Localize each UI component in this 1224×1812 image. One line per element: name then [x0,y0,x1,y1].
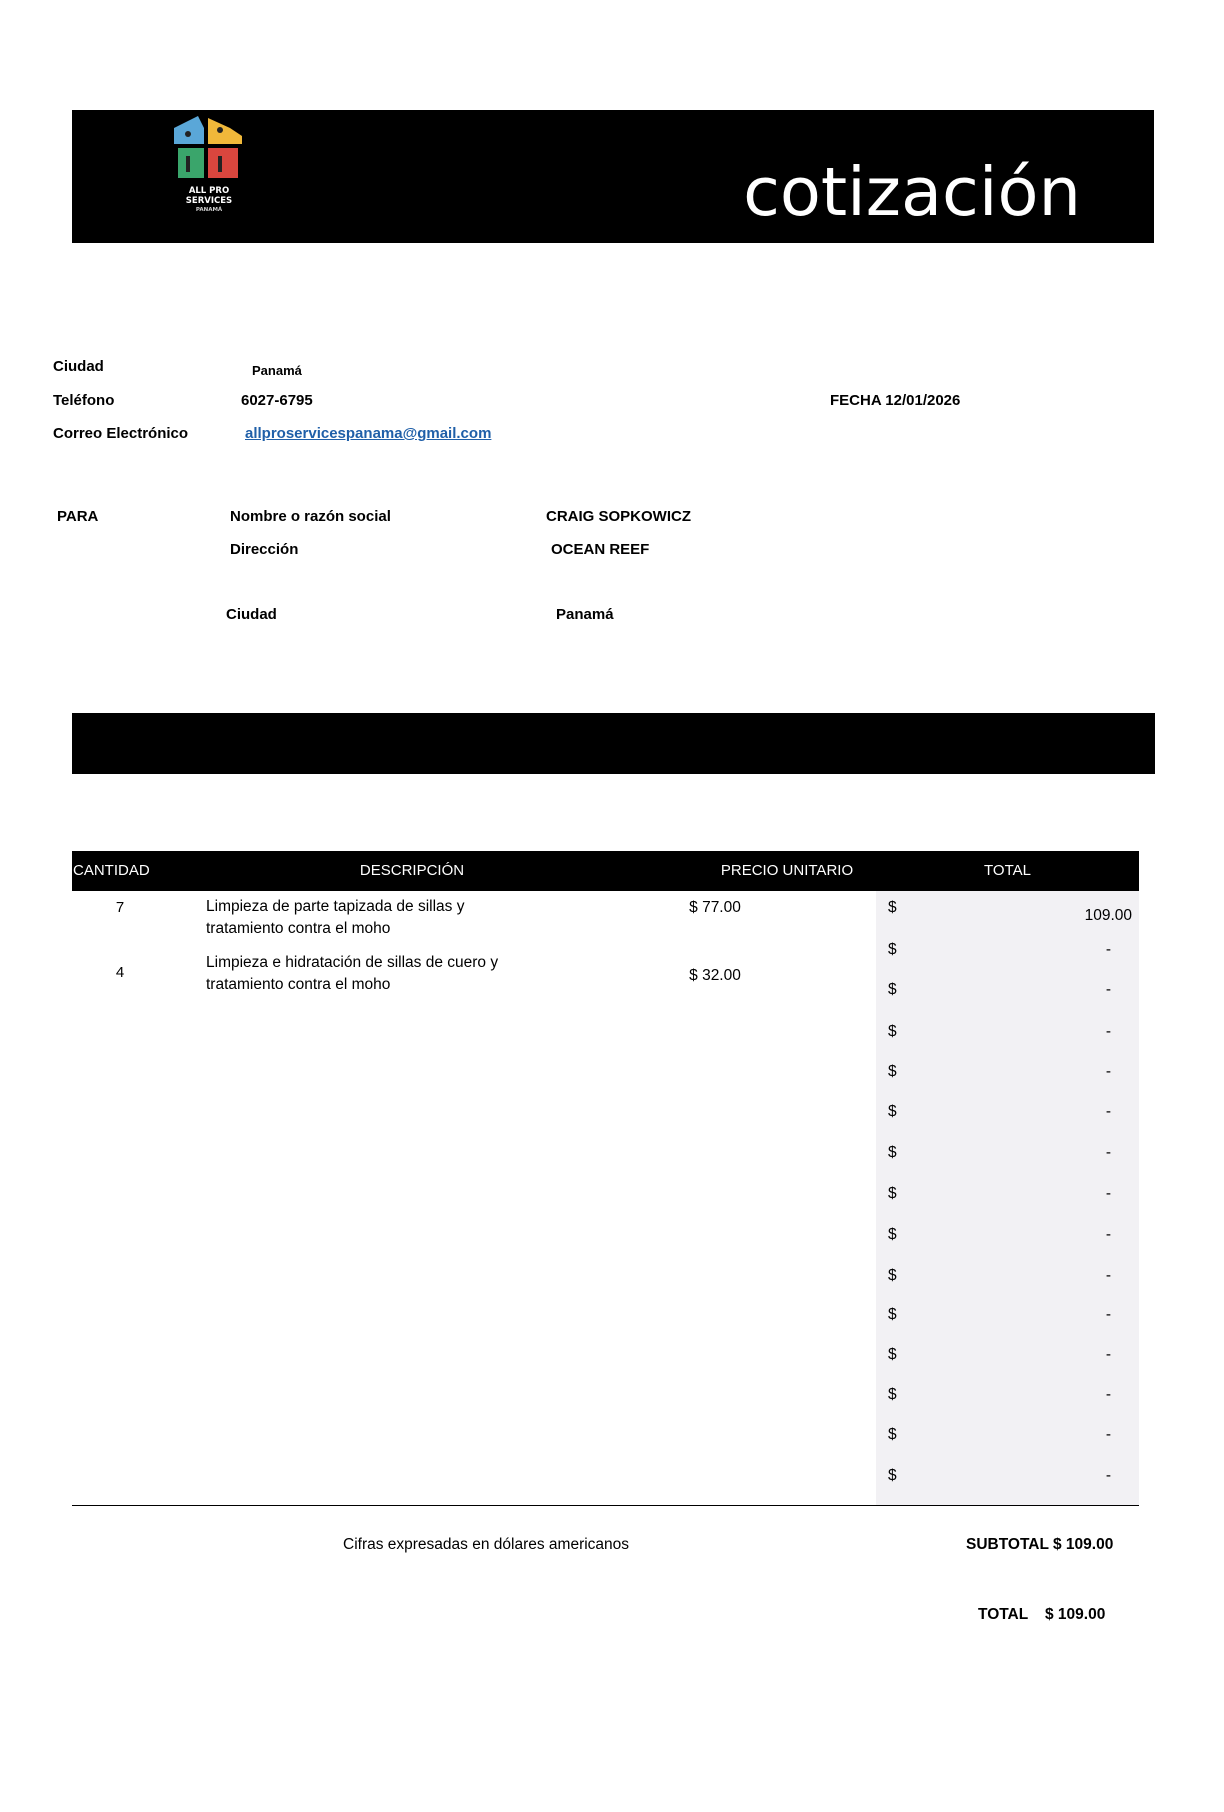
currency-symbol: $ [888,1426,897,1443]
total-amount: - [1105,1023,1111,1040]
column-header-quantity: CANTIDAD [73,862,150,879]
table-header [72,851,1139,891]
total-amount: - [1105,1226,1111,1243]
currency-symbol: $ [888,1023,897,1040]
row-1-description-line-1: Limpieza de parte tapizada de sillas y [206,898,465,915]
client-address-label: Dirección [230,541,299,558]
subtotal: SUBTOTAL $ 109.00 [966,1536,1114,1553]
currency-symbol: $ [888,941,897,958]
row-1-description-line-2: tratamiento contra el moho [206,920,391,937]
currency-symbol: $ [888,1144,897,1161]
currency-symbol: $ [888,1267,897,1284]
total-cell [876,1183,1139,1205]
total-amount: - [1105,1063,1111,1080]
client-name-value: CRAIG SOPKOWICZ [546,508,691,525]
logo-text-line-1: ALL PRO [188,186,230,196]
total-cell [876,1142,1139,1164]
total-cell [876,1224,1139,1246]
company-email-label: Correo Electrónico [53,425,189,442]
row-2-description [206,952,536,996]
client-city-label: Ciudad [226,606,277,623]
total-amount: - [1105,1185,1111,1202]
currency-symbol: $ [888,1103,897,1120]
total-cell [876,1424,1139,1446]
company-city-value: Panamá [252,363,302,378]
column-header-total: TOTAL [984,862,1031,879]
client-city-value: Panamá [556,606,614,623]
table-bottom-rule [72,1505,1139,1506]
header-band [72,110,1154,243]
total-column [876,891,1139,1505]
total-amount: - [1105,1386,1111,1403]
currency-symbol: $ [888,899,897,916]
document-title: cotización [743,153,1081,231]
row-2-unit-price: $ 32.00 [689,967,741,984]
quote-date: FECHA 12/01/2026 [830,392,961,409]
total-amount: - [1105,1306,1111,1323]
total-amount: - [1105,981,1111,998]
company-city-label: Ciudad [53,358,104,375]
row-2-quantity: 4 [115,964,125,981]
currency-symbol: $ [888,1306,897,1323]
currency-note: Cifras expresadas en dólares americanos [343,1536,630,1553]
currency-symbol: $ [888,1386,897,1403]
logo [154,114,264,218]
total-amount: - [1105,1144,1111,1161]
logo-text-line-3: PANAMÁ [195,207,223,213]
row-2-description-line-2: tratamiento contra el moho [206,976,391,993]
client-name-label: Nombre o razón social [230,508,391,525]
currency-symbol: $ [888,1226,897,1243]
total-cell [876,1384,1139,1406]
total-amount: - [1105,1103,1111,1120]
total-amount: - [1105,1267,1111,1284]
total-amount: - [1105,1426,1111,1443]
total-amount: - [1105,1346,1111,1363]
column-header-unit-price: PRECIO UNITARIO [720,862,854,879]
company-phone-label: Teléfono [53,392,115,409]
total-amount: - [1105,1467,1111,1484]
row-2-description-line-1: Limpieza e hidratación de sillas de cuero y [206,954,499,971]
para-label: PARA [57,508,99,525]
currency-symbol: $ [888,981,897,998]
company-email-link[interactable]: allproservicespanama@gmail.com [245,425,492,442]
total-amount: 109.00 [1084,907,1132,924]
currency-symbol: $ [888,1467,897,1484]
row-1-quantity: 7 [115,899,125,916]
row-1-unit-price: $ 77.00 [689,899,741,916]
total-label: TOTAL [978,1606,1029,1623]
currency-symbol: $ [888,1063,897,1080]
column-header-description: DESCRIPCIÓN [359,862,465,879]
total-cell [876,897,1139,924]
total-cell [876,1265,1139,1287]
total-cell [876,1304,1139,1326]
total-cell [876,1061,1139,1083]
currency-symbol: $ [888,1185,897,1202]
total-cell [876,1021,1139,1043]
total-cell [876,979,1139,1001]
total-cell [876,1101,1139,1123]
total-value: $ 109.00 [1045,1606,1106,1623]
total-cell [876,1344,1139,1366]
logo-text-line-2: SERVICES [185,196,233,206]
total-amount: - [1105,941,1111,958]
company-phone-value: 6027-6795 [241,392,313,409]
currency-symbol: $ [888,1346,897,1363]
section-divider-band [72,713,1155,774]
client-address-value: OCEAN REEF [551,541,650,558]
row-1-description [206,896,536,940]
total-cell [876,1465,1139,1487]
total-cell [876,939,1139,961]
